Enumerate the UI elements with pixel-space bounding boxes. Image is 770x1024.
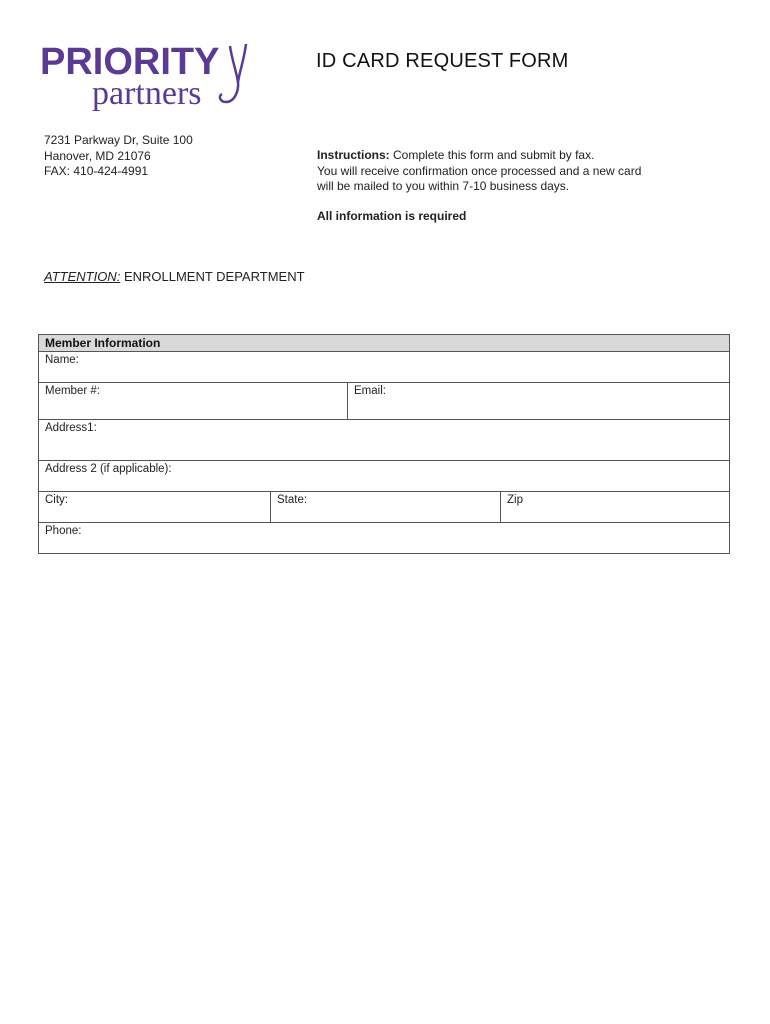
instructions-block — [317, 148, 647, 195]
attention-line — [44, 269, 305, 284]
address2-field[interactable] — [39, 461, 729, 491]
attention-label: ATTENTION: — [44, 269, 121, 284]
address-line-2: Hanover, MD 21076 — [44, 148, 151, 163]
member-information-form — [38, 334, 730, 554]
priority-partners-logo — [40, 40, 250, 112]
logo-text-priority: PRIORITY — [40, 41, 220, 83]
fax-number: FAX: 410-424-4991 — [44, 164, 149, 178]
address2-label: Address 2 (if applicable): — [45, 463, 172, 475]
address1-row — [39, 420, 729, 461]
email-label: Email: — [354, 385, 386, 397]
name-row — [39, 352, 729, 383]
required-notice: All information is required — [317, 209, 467, 223]
address1-field[interactable] — [39, 420, 729, 460]
address2-row — [39, 461, 729, 492]
zip-field[interactable] — [500, 492, 729, 522]
instructions-line-1: Complete this form and submit by fax. — [393, 148, 595, 162]
state-label: State: — [277, 494, 308, 506]
address-line-1: 7231 Parkway Dr, Suite 100 — [44, 133, 193, 147]
instructions-line-2: You will receive confirmation once processed and a new card — [317, 163, 642, 178]
city-state-zip-row — [39, 492, 729, 523]
name-field[interactable] — [39, 352, 729, 382]
state-field[interactable] — [270, 492, 500, 522]
email-field[interactable] — [347, 383, 729, 419]
instructions-line-3: will be mailed to you within 7-10 business days. — [317, 179, 570, 193]
city-field[interactable] — [39, 492, 270, 522]
phone-field[interactable] — [39, 523, 729, 553]
zip-label: Zip — [507, 494, 523, 506]
phone-row — [39, 523, 729, 553]
mailing-address — [44, 133, 193, 180]
phone-label: Phone: — [45, 525, 82, 537]
page-title: ID CARD REQUEST FORM — [316, 50, 569, 72]
section-title: Member Information — [39, 335, 729, 352]
stethoscope-icon — [220, 46, 238, 102]
address1-label: Address1: — [45, 422, 97, 434]
instructions-label: Instructions: — [317, 148, 390, 162]
member-email-row — [39, 383, 729, 420]
name-label: Name: — [45, 354, 79, 366]
member-number-label: Member #: — [45, 385, 100, 397]
logo-text-partners: partners — [92, 75, 202, 112]
city-label: City: — [45, 494, 68, 506]
member-number-field[interactable] — [39, 383, 347, 419]
attention-value: ENROLLMENT DEPARTMENT — [123, 269, 305, 284]
